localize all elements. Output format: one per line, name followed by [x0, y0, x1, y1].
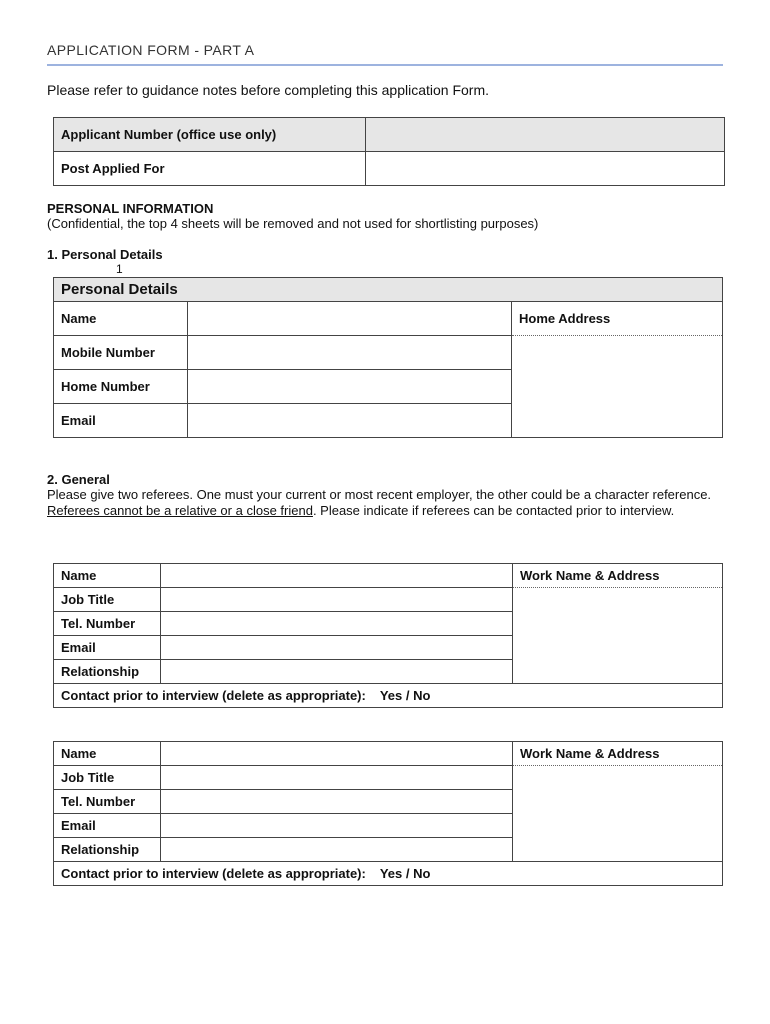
instructions-text-end: . Please indicate if referees can be contacted prior to interview.	[312, 503, 675, 518]
table-row	[54, 564, 723, 588]
job-title-label: Job Title	[54, 766, 161, 790]
contact-prior-row	[54, 862, 723, 886]
tel-number-label: Tel. Number	[54, 790, 161, 814]
referee-email-label: Email	[54, 636, 161, 660]
referee-2-table	[53, 741, 723, 886]
table-row	[54, 302, 723, 336]
contact-prior-row	[54, 684, 723, 708]
contact-prior-label: Contact prior to interview (delete as appropriate):	[61, 688, 366, 703]
yes-no-option[interactable]: Yes / No	[379, 866, 431, 881]
post-applied-field[interactable]	[366, 152, 725, 186]
table-row	[54, 684, 723, 708]
relationship-label: Relationship	[54, 838, 161, 862]
name-label: Name	[54, 302, 188, 336]
tel-number-field[interactable]	[161, 612, 513, 636]
applicant-number-label: Applicant Number (office use only)	[54, 118, 366, 152]
mobile-number-label: Mobile Number	[54, 336, 188, 370]
table-row	[54, 742, 723, 766]
tel-number-label: Tel. Number	[54, 612, 161, 636]
title-divider	[47, 64, 723, 66]
referee-1-table	[53, 563, 723, 708]
table-row	[54, 152, 725, 186]
mobile-number-field[interactable]	[188, 336, 512, 370]
personal-info-note: (Confidential, the top 4 sheets will be removed and not used for shortlisting purposes)	[47, 216, 539, 231]
personal-details-table	[53, 277, 723, 438]
relationship-field[interactable]	[161, 660, 513, 684]
referee-email-label: Email	[54, 814, 161, 838]
referee-name-label: Name	[54, 564, 161, 588]
applicant-number-field[interactable]	[366, 118, 725, 152]
section2-instructions	[47, 487, 737, 519]
work-address-label: Work Name & Address	[513, 564, 723, 588]
referee-name-field[interactable]	[161, 564, 513, 588]
footnote-marker: 1	[116, 262, 123, 276]
home-address-field[interactable]	[512, 336, 723, 438]
job-title-field[interactable]	[161, 588, 513, 612]
table-row	[54, 766, 723, 790]
table-row	[54, 118, 725, 152]
home-number-label: Home Number	[54, 370, 188, 404]
referee-name-field[interactable]	[161, 742, 513, 766]
table-row	[54, 862, 723, 886]
contact-prior-label: Contact prior to interview (delete as appropriate):	[61, 866, 366, 881]
intro-text: Please refer to guidance notes before completing this application Form.	[47, 82, 490, 98]
work-address-label: Work Name & Address	[513, 742, 723, 766]
job-title-field[interactable]	[161, 766, 513, 790]
email-field[interactable]	[188, 404, 512, 438]
table-row	[54, 278, 723, 302]
instructions-text: Please give two referees. One must your current or most recent employer, the other could be a character reference.	[47, 487, 712, 502]
office-use-table	[53, 117, 725, 186]
relationship-label: Relationship	[54, 660, 161, 684]
email-label: Email	[54, 404, 188, 438]
name-field[interactable]	[188, 302, 512, 336]
personal-details-title: Personal Details	[54, 278, 723, 302]
referee-restriction-text: Referees cannot be a relative or a close friend	[47, 503, 313, 518]
tel-number-field[interactable]	[161, 790, 513, 814]
table-row	[54, 336, 723, 370]
home-address-label: Home Address	[512, 302, 723, 336]
relationship-field[interactable]	[161, 838, 513, 862]
table-row	[54, 588, 723, 612]
yes-no-option[interactable]: Yes / No	[379, 688, 431, 703]
section2-heading: 2. General	[47, 472, 110, 487]
section1-heading: 1. Personal Details	[47, 247, 163, 262]
referee-email-field[interactable]	[161, 814, 513, 838]
form-title: APPLICATION FORM - PART A	[47, 42, 255, 58]
post-applied-label: Post Applied For	[54, 152, 366, 186]
personal-info-heading: PERSONAL INFORMATION	[47, 201, 214, 216]
work-address-field[interactable]	[513, 588, 723, 684]
job-title-label: Job Title	[54, 588, 161, 612]
work-address-field[interactable]	[513, 766, 723, 862]
referee-email-field[interactable]	[161, 636, 513, 660]
home-number-field[interactable]	[188, 370, 512, 404]
referee-name-label: Name	[54, 742, 161, 766]
